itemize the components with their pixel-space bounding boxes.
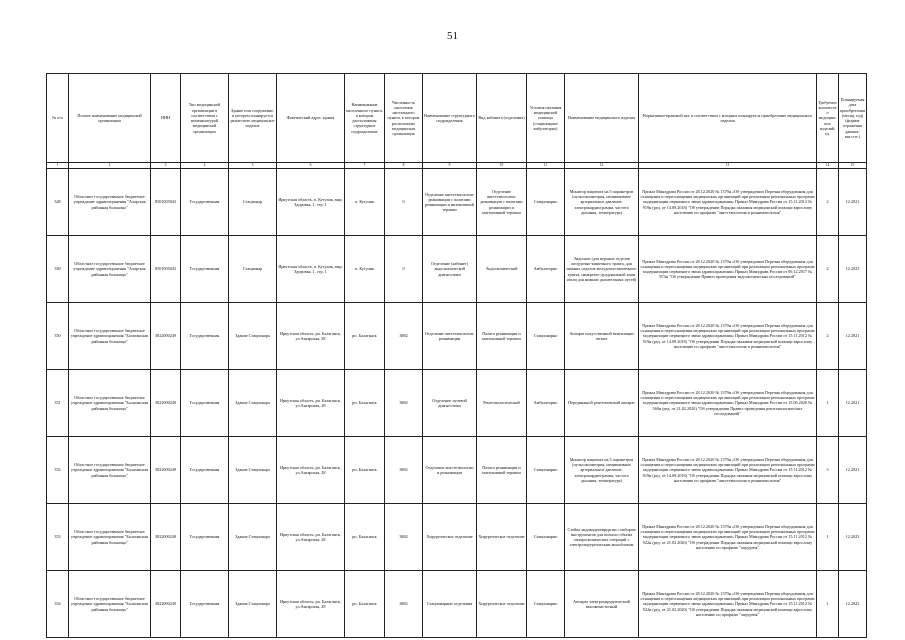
planned-date: 12.2021	[839, 169, 867, 236]
column-number: 15	[839, 163, 867, 169]
cabinet-type: Рентгенологический	[477, 370, 527, 437]
population: 3882	[385, 437, 423, 504]
column-number: 5	[229, 163, 277, 169]
regulation: Приказ Минздрава России от 28.12.2020 № 1379н «Об утверждении Перечня оборудования для оснащения и переоснащения медицинских организаций при реализации региональных программ модернизации первичного звена здравоохранения» Приказ Минздрава России от 15.11.2012 № 919н (ред. от 14.09.2018) "Об утверждении Порядка оказания медицинской помощи взрослому населению по профилю "анестезиология и реаниматология"	[639, 169, 817, 236]
device-name: Монитор пациента на 5 параметров (пульсоксиметрия, неинвазивное артериальное давление, электрокардиограмма, частота дыхания, температура)	[565, 169, 639, 236]
planned-date: 12.2023	[839, 504, 867, 571]
structural-unit: Хирургическое отделение	[423, 504, 477, 571]
row-number: 353	[47, 504, 69, 571]
column-number: 3	[151, 163, 181, 169]
row-number: 354	[47, 571, 69, 638]
address: Иркутская область, п. Кутулик, мкр. Здоровья, 1, стр. 1	[277, 169, 345, 236]
locality: рп. Балаганск	[345, 571, 385, 638]
column-number: 1	[47, 163, 69, 169]
building: Здание Стационара	[229, 504, 277, 571]
cabinet-type: Отделение анестезиологии-реанимации с палатами реанимации и интенсивной терапии	[477, 169, 527, 236]
table-row	[47, 571, 867, 638]
cabinet-type: Палата реанимации и интенсивной терапии	[477, 437, 527, 504]
row-number: 351	[47, 370, 69, 437]
column-number: 2	[69, 163, 151, 169]
org-type: Государственная	[181, 504, 229, 571]
population: 3882	[385, 303, 423, 370]
planned-date: 12.2025	[839, 571, 867, 638]
column-header: Фактический адрес здания	[277, 74, 345, 163]
structural-unit: Отделение анестезиологии-реанимации	[423, 303, 477, 370]
building: Здание Стационара	[229, 370, 277, 437]
cabinet-type: Палата реанимации и интенсивной терапии	[477, 303, 527, 370]
device-name: Аппарат электрохирургический высокочастотный	[565, 571, 639, 638]
locality: рп. Балаганск	[345, 303, 385, 370]
page-number: 51	[447, 30, 458, 42]
cabinet-type: Хирургическое отделение	[477, 571, 527, 638]
column-header: Требуемое количество медицинских изделий, ед.	[817, 74, 839, 163]
regulation: Приказ Минздрава России от 28.12.2020 № 1379н «Об утверждении Перечня оборудования для оснащения и переоснащения медицинских организаций при реализации региональных программ модернизации первичного звена здравоохранения» Приказ Минздрава России от 15.11.2012 № 919н (ред. от 14.09.2018) "Об утверждении Порядка оказания медицинской помощи взрослому населению по профилю "анестезиология и реаниматология"	[639, 437, 817, 504]
column-number: 12	[565, 163, 639, 169]
building: Здание Стационара	[229, 303, 277, 370]
org-type: Государственная	[181, 370, 229, 437]
building: Здание Стационара	[229, 571, 277, 638]
cabinet-type: Эндоскопический	[477, 236, 527, 303]
address: Иркутская область, п. Кутулик, мкр. Здоровья, 1, стр. 1	[277, 236, 345, 303]
structural-unit: Отделение анестезиологии-реанимации с палатами реанимации и интенсивной терапии	[423, 169, 477, 236]
column-number: 13	[639, 163, 817, 169]
population: 3882	[385, 571, 423, 638]
table-header-row	[47, 74, 867, 163]
building: Стационар	[229, 236, 277, 303]
row-number: 350	[47, 303, 69, 370]
column-header: Нормативно-правовой акт, в соответствии с которым планируется приобретение медицинского изделия	[639, 74, 817, 163]
organization-name: Областное государственное бюджетное учреждение здравоохранения "Балаганская районная больница"	[69, 571, 151, 638]
org-type: Государственная	[181, 303, 229, 370]
building: Стационар	[229, 169, 277, 236]
column-number: 14	[817, 163, 839, 169]
planned-date: 12.2021	[839, 437, 867, 504]
column-header: Наименование структурного подразделения	[423, 74, 477, 163]
population: 0	[385, 169, 423, 236]
row-number: 352	[47, 437, 69, 504]
row-number: 348	[47, 169, 69, 236]
population: 3882	[385, 504, 423, 571]
device-name: Аппарат искусственной вентиляции легких	[565, 303, 639, 370]
column-number: 4	[181, 163, 229, 169]
organization-name: Областное государственное бюджетное учреждение здравоохранения "Аларская районная больница"	[69, 169, 151, 236]
care-conditions: Стационарно	[527, 303, 565, 370]
population: 0	[385, 236, 423, 303]
column-header: Численность населения населенного пункта, в котором расположено медицинская организация	[385, 74, 423, 163]
device-name: Стойка эндовидеохирургии с набором инструментов для полного объема лапароскопических операций с электрохирургическим моноблоком	[565, 504, 639, 571]
inn: 8501005043	[151, 169, 181, 236]
table-row	[47, 504, 867, 571]
locality: рп. Балаганск	[345, 370, 385, 437]
column-header: ИНН	[151, 74, 181, 163]
structural-unit: Отделение лучевой диагностики	[423, 370, 477, 437]
column-header: Здание или сооружение, в котором планируется разместить медицинское изделие	[229, 74, 277, 163]
address: Иркутская область, рп. Балаганск, ул.Ангарская, 28	[277, 437, 345, 504]
column-header: Наименование медицинского изделия	[565, 74, 639, 163]
inn: 3822000249	[151, 437, 181, 504]
org-type: Государственная	[181, 437, 229, 504]
care-conditions: Стационарно	[527, 571, 565, 638]
structural-unit: Отделение (кабинет) эндоскопической диагностики	[423, 236, 477, 303]
device-name: Передвижной рентгеновский аппарат	[565, 370, 639, 437]
table-row	[47, 303, 867, 370]
address: Иркутская область, рп. Балаганск, ул.Ангарская, 28	[277, 303, 345, 370]
address: Иркутская область, рп. Балаганск, ул.Ангарская, 28	[277, 370, 345, 437]
column-header: Тип медицинской организации в соответствии с номенклатурой медицинской организации	[181, 74, 229, 163]
care-conditions: Амбулаторно	[527, 236, 565, 303]
organization-name: Областное государственное бюджетное учреждение здравоохранения "Балаганская районная больница"	[69, 437, 151, 504]
planned-date: 12.2023	[839, 236, 867, 303]
column-header: Наименование населенного пункта, в котором расположены структурное подразделение	[345, 74, 385, 163]
column-header: Планируемая дата приобретения (месяц, год) (формат отражения данных: мм.гггг.)	[839, 74, 867, 163]
inn: 3822000249	[151, 303, 181, 370]
care-conditions: Стационарно	[527, 437, 565, 504]
building: Здание Стационара	[229, 437, 277, 504]
address: Иркутская область, рп. Балаганск, ул.Ангарская, 28	[277, 504, 345, 571]
population: 3882	[385, 370, 423, 437]
organization-name: Областное государственное бюджетное учреждение здравоохранения "Балаганская районная больница"	[69, 370, 151, 437]
locality: п. Кутулик	[345, 236, 385, 303]
regulation: Приказ Минздрава России от 28.12.2020 № 1379н «Об утверждении Перечня оборудования для оснащения и переоснащения медицинских организаций при реализации региональных программ модернизации первичного звена здравоохранения» Приказ Минздрава России от 06.12.2017 № 974н "Об утверждении Правил проведения эндоскопических исследований"	[639, 236, 817, 303]
quantity: 2	[817, 236, 839, 303]
device-name: Эндоскоп (для верхних отделов желудочно-кишечного тракта, для нижних отделов желудочно-кишечного тракта, панкреато-дуоденальной зоны и/или для нижних дыхательных путей)	[565, 236, 639, 303]
regulation: Приказ Минздрава России от 28.12.2020 № 1379н «Об утверждении Перечня оборудования для оснащения и переоснащения медицинских организаций при реализации региональных программ модернизации первичного звена здравоохранения» Приказ Минздрава России от 15.11.2012 № 919н (ред. от 14.09.2018) "Об утверждении Порядка оказания медицинской помощи взрослому населению по профилю "анестезиология и реаниматология"	[639, 303, 817, 370]
org-type: Государственная	[181, 236, 229, 303]
regulation: Приказ Минздрава России от 28.12.2020 № 1379н «Об утверждении Перечня оборудования для оснащения и переоснащения медицинских организаций при реализации региональных программ модернизации первичного звена здравоохранения» Приказ Минздрава России от 15.11.2012 № 922н (ред. от 21.02.2020) "Об утверждении Порядка оказания медицинской помощи взрослому населению по профилю "хирургия"	[639, 571, 817, 638]
column-number: 6	[277, 163, 345, 169]
quantity: 1	[817, 504, 839, 571]
inn: 3822000249	[151, 504, 181, 571]
org-type: Государственная	[181, 571, 229, 638]
column-number: 11	[527, 163, 565, 169]
column-number: 9	[423, 163, 477, 169]
organization-name: Областное государственное бюджетное учреждение здравоохранения "Балаганская районная больница"	[69, 303, 151, 370]
care-conditions: Амбулаторно	[527, 370, 565, 437]
structural-unit: Отделение анестезиологии и реанимации	[423, 437, 477, 504]
care-conditions: Стационарно	[527, 169, 565, 236]
locality: п. Кутулик	[345, 169, 385, 236]
inn: 3822000249	[151, 370, 181, 437]
column-header: Полное наименование медицинской организации	[69, 74, 151, 163]
quantity: 2	[817, 169, 839, 236]
inn: 8501005043	[151, 236, 181, 303]
quantity: 1	[817, 370, 839, 437]
organization-name: Областное государственное бюджетное учреждение здравоохранения "Аларская районная больница"	[69, 236, 151, 303]
table-row	[47, 236, 867, 303]
device-name: Монитор пациента на 5 параметров (пульсоксиметрия, неинвазивное артериальное давление, электрокардиограмма, частота дыхания, температура)	[565, 437, 639, 504]
regulation: Приказ Минздрава России от 28.12.2020 № 1379н «Об утверждении Перечня оборудования для оснащения и переоснащения медицинских организаций при реализации региональных программ модернизации первичного звена здравоохранения» Приказ Минздрава России от 15.06.2020 № 560н (ред. от 21.02.2020) "Об утверждении Правил проведения рентгенологических исследований"	[639, 370, 817, 437]
quantity: 2	[817, 303, 839, 370]
planned-date: 12.2021	[839, 303, 867, 370]
regulation: Приказ Минздрава России от 28.12.2020 № 1379н «Об утверждении Перечня оборудования для оснащения и переоснащения медицинских организаций при реализации региональных программ модернизации первичного звена здравоохранения» Приказ Минздрава России от 15.11.2012 № 922н (ред. от 21.02.2020) "Об утверждении Порядка оказания медицинской помощи взрослому населению по профилю "хирургия"	[639, 504, 817, 571]
cabinet-type: Хирургическое отделение	[477, 504, 527, 571]
inn: 3822000249	[151, 571, 181, 638]
locality: рп. Балаганск	[345, 504, 385, 571]
table-row	[47, 370, 867, 437]
row-number: 349	[47, 236, 69, 303]
org-type: Государственная	[181, 169, 229, 236]
column-number: 7	[345, 163, 385, 169]
column-header: Условия оказания медицинской помощи (стационарно/амбулаторно)	[527, 74, 565, 163]
column-header: Вид кабинета (отделения)	[477, 74, 527, 163]
quantity: 1	[817, 571, 839, 638]
organization-name: Областное государственное бюджетное учреждение здравоохранения "Балаганская районная больница"	[69, 504, 151, 571]
table-row	[47, 437, 867, 504]
locality: рп. Балаганск	[345, 437, 385, 504]
table-row	[47, 169, 867, 236]
structural-unit: Стационарные отделения	[423, 571, 477, 638]
planned-date: 12.2021	[839, 370, 867, 437]
column-header: № п/п	[47, 74, 69, 163]
care-conditions: Стационарно	[527, 504, 565, 571]
quantity: 3	[817, 437, 839, 504]
equipment-register-table	[46, 73, 867, 638]
column-number: 10	[477, 163, 527, 169]
address: Иркутская область, рп. Балаганск, ул.Ангарская, 28	[277, 571, 345, 638]
column-number: 8	[385, 163, 423, 169]
